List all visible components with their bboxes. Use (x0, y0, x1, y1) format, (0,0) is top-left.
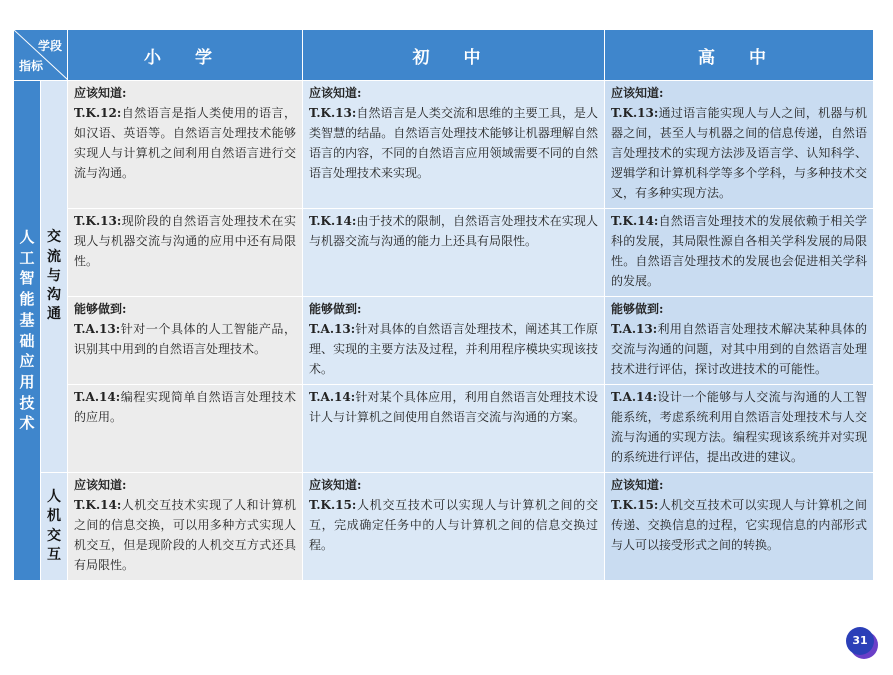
table-row (14, 81, 874, 209)
table-corner (14, 30, 68, 81)
column-header-primary: 小 学 (68, 30, 303, 81)
table-cell: 应该知道: T.K.12:自然语言是指人类使用的语言，如汉语、英语等。自然语言处理技术能够实现人与计算机之间利用自然语言进行交流与沟通。 (68, 81, 303, 209)
table-cell: T.K.14:由于技术的限制，自然语言处理技术在实现人与机器交流与沟通的能力上还具有局限性。 (303, 209, 605, 297)
table-cell: T.K.13:现阶段的自然语言处理技术在实现人与机器交流与沟通的应用中还有局限性。 (68, 209, 303, 297)
table-cell: T.A.14:针对某个具体应用，利用自然语言处理技术设计人与计算机之间使用自然语言交流与沟通的方案。 (303, 385, 605, 473)
curriculum-table (13, 29, 874, 581)
table-cell: 能够做到: T.A.13:针对具体的自然语言处理技术，阐述其工作原理、实现的主要方法及过程，并利用程序模块实现该技术。 (303, 297, 605, 385)
table-cell: 应该知道: T.K.15:人机交互技术可以实现人与计算机之间传递、交换信息的过程，它实现信息的内部形式与人可以接受形式之间的转换。 (605, 473, 874, 581)
header-row (14, 30, 874, 81)
column-header-high: 高 中 (605, 30, 874, 81)
table-row (14, 209, 874, 297)
table-cell: 能够做到: T.A.13:针对一个具体的人工智能产品，识别其中用到的自然语言处理技术。 (68, 297, 303, 385)
table-cell: 应该知道: T.K.15:人机交互技术可以实现人与计算机之间的交互，完成确定任务中的人与计算机之间的信息交换过程。 (303, 473, 605, 581)
corner-top-label: 学段 (37, 39, 62, 53)
table-cell: T.K.14:自然语言处理技术的发展依赖于相关学科的发展，其局限性源自各相关学科发展的局限性。自然语言处理技术的发展也会促进相关学科的发展。 (605, 209, 874, 297)
table-cell: 能够做到: T.A.13:利用自然语言处理技术解决某种具体的交流与沟通的问题，对其中用到的自然语言处理技术进行评估，探讨改进技术的可能性。 (605, 297, 874, 385)
page-number-badge: 31 (846, 627, 874, 655)
corner-bottom-label: 指标 (19, 59, 44, 73)
table-cell: 应该知道: T.K.13:自然语言是人类交流和思维的主要工具，是人类智慧的结晶。自然语言处理技术能够让机器理解自然语言的内容，不同的自然语言应用领域需要不同的自然语言处理技术来实现。 (303, 81, 605, 209)
table-cell: 应该知道: T.K.14:人机交互技术实现了人和计算机之间的信息交换，可以用多种方式实现人机交互，但是现阶段的人机交互方式还具有局限性。 (68, 473, 303, 581)
section-label-interaction: 人机交互 (41, 473, 68, 581)
table-row (14, 473, 874, 581)
section-label-communication: 交流与沟通 (41, 81, 68, 473)
column-header-middle: 初 中 (303, 30, 605, 81)
table-cell: T.A.14:设计一个能够与人交流与沟通的人工智能系统，考虑系统利用自然语言处理技术与人交流与沟通的实现方法。编程实现该系统并对实现的系统进行评估，提出改进的建议。 (605, 385, 874, 473)
category-label: 人工智能基础应用技术 (14, 81, 41, 581)
table-cell: T.A.14:编程实现简单自然语言处理技术的应用。 (68, 385, 303, 473)
table-row (14, 297, 874, 385)
table-cell: 应该知道: T.K.13:通过语言能实现人与人之间，机器与机器之间，甚至人与机器之间的信息传递，自然语言处理技术的实现方法涉及语言学、认知科学、逻辑学和计算机科学等多个学科，与多种技术交叉，有多种实现方法。 (605, 81, 874, 209)
table-row (14, 385, 874, 473)
